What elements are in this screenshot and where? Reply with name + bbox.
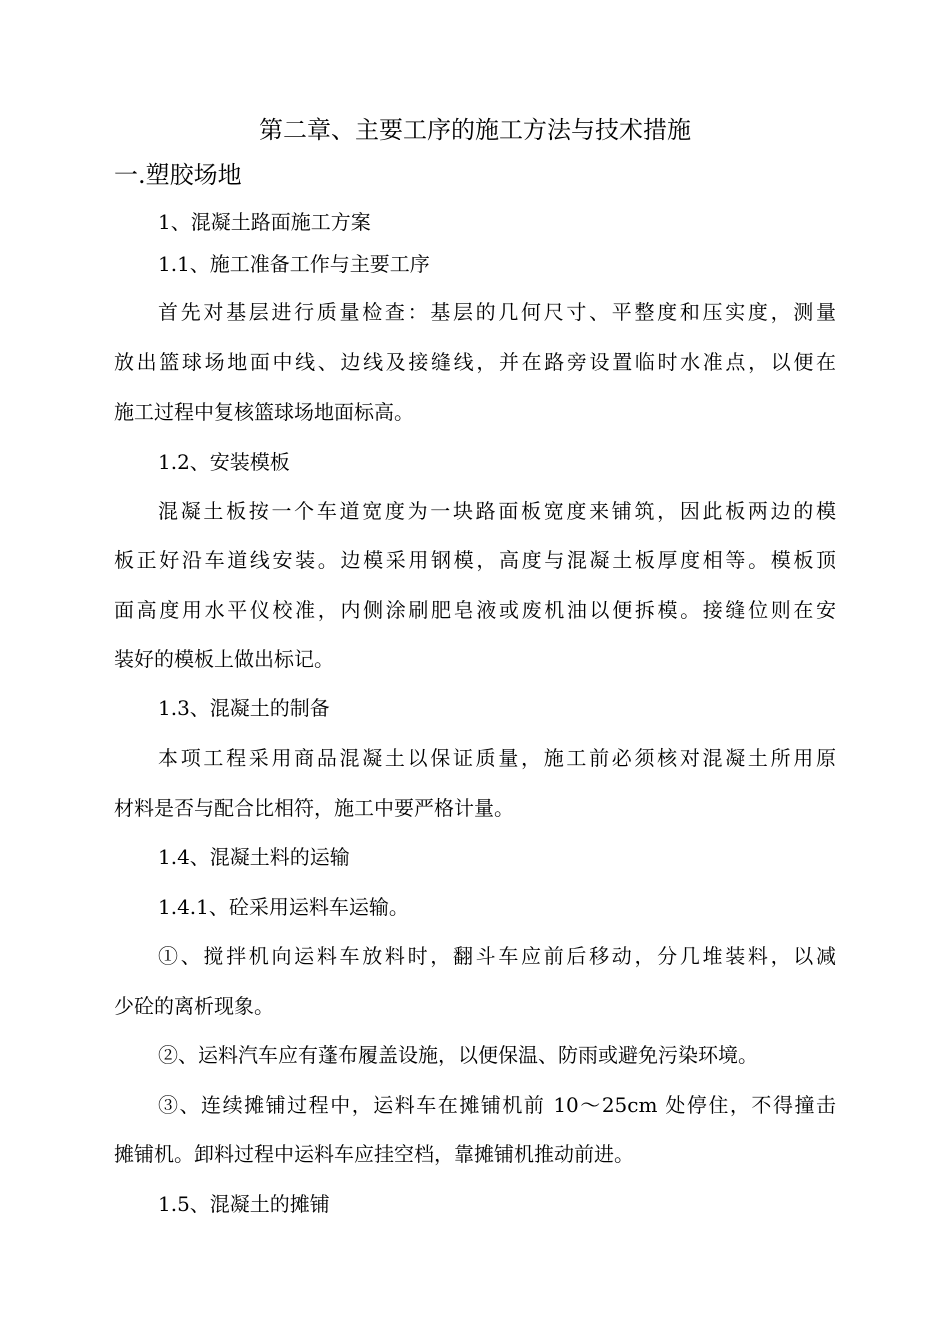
heading-1-2: 1.2、安装模板	[158, 450, 290, 474]
list-item-line: ③、连续摊铺过程中，运料车在摊铺机前 10～25cm 处停住，不得撞击	[158, 1093, 836, 1117]
section-title: 一.塑胶场地	[114, 161, 242, 189]
heading-1-1: 1.1、施工准备工作与主要工序	[158, 252, 430, 276]
heading-1-4: 1.4、混凝土料的运输	[158, 845, 350, 869]
heading-1-3: 1.3、混凝土的制备	[158, 696, 330, 720]
paragraph-line: 材料是否与配合比相符，施工中要严格计量。	[114, 796, 514, 820]
list-item-line: ②、运料汽车应有蓬布履盖设施，以便保温、防雨或避免污染环境。	[158, 1043, 758, 1067]
paragraph-line: 本项工程采用商品混凝土以保证质量，施工前必须核对混凝土所用原	[158, 746, 836, 770]
chapter-title: 第二章、主要工序的施工方法与技术措施	[259, 116, 691, 144]
heading-1-4-1: 1.4.1、砼采用运料车运输。	[158, 895, 409, 919]
paragraph-line: 混凝土板按一个车道宽度为一块路面板宽度来铺筑，因此板两边的模	[158, 499, 836, 523]
paragraph-line: 施工过程中复核篮球场地面标高。	[114, 400, 414, 424]
paragraph-line: 放出篮球场地面中线、边线及接缝线，并在路旁设置临时水准点，以便在	[114, 350, 836, 374]
paragraph-line: 板正好沿车道线安装。边模采用钢模，高度与混凝土板厚度相等。模板顶	[114, 548, 836, 572]
heading-1-5: 1.5、混凝土的摊铺	[158, 1192, 330, 1216]
paragraph-line: 首先对基层进行质量检查：基层的几何尺寸、平整度和压实度，测量	[158, 300, 836, 324]
paragraph-line: 面高度用水平仪校准，内侧涂刷肥皂液或废机油以便拆模。接缝位则在安	[114, 598, 836, 622]
list-item-line: 少砼的离析现象。	[114, 994, 274, 1018]
heading-1: 1、混凝土路面施工方案	[158, 210, 371, 234]
paragraph-line: 装好的模板上做出标记。	[114, 647, 334, 671]
list-item-line: 摊铺机。卸料过程中运料车应挂空档，靠摊铺机推动前进。	[114, 1142, 634, 1166]
list-item-line: ①、搅拌机向运料车放料时，翻斗车应前后移动，分几堆装料，以减	[158, 944, 836, 968]
